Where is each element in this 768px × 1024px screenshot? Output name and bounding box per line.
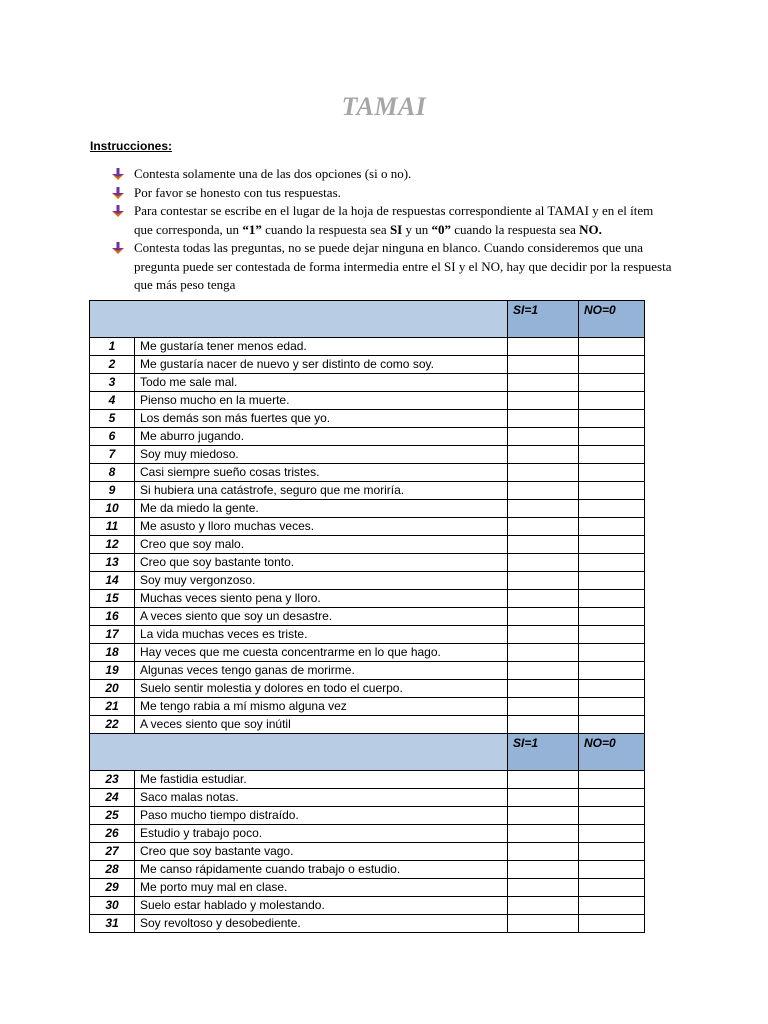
item-number: 13	[90, 554, 135, 572]
item-number: 29	[90, 879, 135, 897]
no-answer-cell[interactable]	[579, 807, 645, 825]
si-answer-cell[interactable]	[508, 897, 579, 915]
si-answer-cell[interactable]	[508, 608, 579, 626]
table-section-header	[90, 734, 645, 771]
item-question: Soy muy vergonzoso.	[135, 572, 508, 590]
si-answer-cell[interactable]	[508, 356, 579, 374]
table-row	[90, 626, 645, 644]
table-row	[90, 446, 645, 464]
no-answer-cell[interactable]	[579, 879, 645, 897]
si-answer-cell[interactable]	[508, 680, 579, 698]
si-answer-cell[interactable]	[508, 428, 579, 446]
item-question: Creo que soy malo.	[135, 536, 508, 554]
item-number: 9	[90, 482, 135, 500]
item-number: 16	[90, 608, 135, 626]
table-row	[90, 698, 645, 716]
item-question: Todo me sale mal.	[135, 374, 508, 392]
item-question: Saco malas notas.	[135, 789, 508, 807]
item-question: Suelo sentir molestia y dolores en todo el cuerpo.	[135, 680, 508, 698]
si-answer-cell[interactable]	[508, 338, 579, 356]
instructions-heading: Instrucciones:	[90, 139, 173, 153]
item-question: Los demás son más fuertes que yo.	[135, 410, 508, 428]
item-number: 1	[90, 338, 135, 356]
item-number: 14	[90, 572, 135, 590]
header-blank-cell	[90, 734, 508, 771]
instruction-item	[112, 184, 672, 203]
item-question: Me da miedo la gente.	[135, 500, 508, 518]
item-question: La vida muchas veces es triste.	[135, 626, 508, 644]
item-number: 27	[90, 843, 135, 861]
no-answer-cell[interactable]	[579, 825, 645, 843]
header-blank-cell	[90, 301, 508, 338]
instruction-item	[112, 202, 672, 239]
no-answer-cell[interactable]	[579, 572, 645, 590]
no-answer-cell[interactable]	[579, 446, 645, 464]
table-row	[90, 879, 645, 897]
table-row	[90, 554, 645, 572]
table-row	[90, 482, 645, 500]
table-row	[90, 410, 645, 428]
table-row	[90, 771, 645, 789]
item-question: Algunas veces tengo ganas de morirme.	[135, 662, 508, 680]
no-answer-cell[interactable]	[579, 662, 645, 680]
table-row	[90, 536, 645, 554]
si-answer-cell[interactable]	[508, 843, 579, 861]
item-question: Estudio y trabajo poco.	[135, 825, 508, 843]
no-answer-cell[interactable]	[579, 644, 645, 662]
si-answer-cell[interactable]	[508, 861, 579, 879]
si-answer-cell[interactable]	[508, 554, 579, 572]
item-number: 3	[90, 374, 135, 392]
table-row	[90, 716, 645, 734]
item-number: 30	[90, 897, 135, 915]
no-answer-cell[interactable]	[579, 410, 645, 428]
si-column-header: SI=1	[508, 734, 579, 771]
no-answer-cell[interactable]	[579, 518, 645, 536]
no-column-header: NO=0	[579, 734, 645, 771]
instruction-item	[112, 165, 672, 184]
item-number: 19	[90, 662, 135, 680]
si-column-header: SI=1	[508, 301, 579, 338]
item-question: Creo que soy bastante tonto.	[135, 554, 508, 572]
table-row	[90, 500, 645, 518]
item-number: 26	[90, 825, 135, 843]
item-question: Soy muy miedoso.	[135, 446, 508, 464]
item-number: 2	[90, 356, 135, 374]
questionnaire-table	[89, 300, 645, 933]
no-answer-cell[interactable]	[579, 428, 645, 446]
document-title: TAMAI	[341, 92, 427, 121]
no-answer-cell[interactable]	[579, 374, 645, 392]
si-answer-cell[interactable]	[508, 716, 579, 734]
table-row	[90, 915, 645, 933]
si-answer-cell[interactable]	[508, 374, 579, 392]
si-answer-cell[interactable]	[508, 789, 579, 807]
table-row	[90, 897, 645, 915]
item-question: Soy revoltoso y desobediente.	[135, 915, 508, 933]
item-number: 10	[90, 500, 135, 518]
item-question: Me porto muy mal en clase.	[135, 879, 508, 897]
table-row	[90, 644, 645, 662]
si-answer-cell[interactable]	[508, 807, 579, 825]
no-answer-cell[interactable]	[579, 843, 645, 861]
no-answer-cell[interactable]	[579, 500, 645, 518]
no-answer-cell[interactable]	[579, 716, 645, 734]
instructions-list	[112, 165, 672, 295]
si-answer-cell[interactable]	[508, 879, 579, 897]
no-answer-cell[interactable]	[579, 680, 645, 698]
no-answer-cell[interactable]	[579, 338, 645, 356]
item-question: Me gustaría tener menos edad.	[135, 338, 508, 356]
si-answer-cell[interactable]	[508, 590, 579, 608]
si-answer-cell[interactable]	[508, 482, 579, 500]
table-row	[90, 662, 645, 680]
item-number: 15	[90, 590, 135, 608]
table-row	[90, 843, 645, 861]
item-number: 21	[90, 698, 135, 716]
si-answer-cell[interactable]	[508, 644, 579, 662]
table-row	[90, 518, 645, 536]
instruction-text: Contesta todas las preguntas, no se puede dejar ninguna en blanco. Cuando consideremos que una pregunta puede ser contestada de forma intermedia entre el SI y el NO, hay que decidir por la respuesta que más peso tenga	[134, 240, 672, 292]
item-number: 24	[90, 789, 135, 807]
table-row	[90, 861, 645, 879]
item-number: 20	[90, 680, 135, 698]
item-question: A veces siento que soy un desastre.	[135, 608, 508, 626]
arrow-down-bullet-icon	[112, 187, 124, 199]
item-number: 28	[90, 861, 135, 879]
no-answer-cell[interactable]	[579, 554, 645, 572]
instruction-text: Contesta solamente una de las dos opciones (si o no).	[134, 166, 412, 181]
item-question: Pienso mucho en la muerte.	[135, 392, 508, 410]
no-answer-cell[interactable]	[579, 915, 645, 933]
no-answer-cell[interactable]	[579, 392, 645, 410]
si-answer-cell[interactable]	[508, 446, 579, 464]
no-answer-cell[interactable]	[579, 861, 645, 879]
no-answer-cell[interactable]	[579, 590, 645, 608]
no-answer-cell[interactable]	[579, 698, 645, 716]
table-row	[90, 680, 645, 698]
table-row	[90, 392, 645, 410]
no-answer-cell[interactable]	[579, 356, 645, 374]
table-row	[90, 807, 645, 825]
item-number: 6	[90, 428, 135, 446]
si-answer-cell[interactable]	[508, 410, 579, 428]
table-row	[90, 572, 645, 590]
si-answer-cell[interactable]	[508, 536, 579, 554]
item-number: 7	[90, 446, 135, 464]
instruction-text: Por favor se honesto con tus respuestas.	[134, 184, 341, 200]
item-question: Muchas veces siento pena y lloro.	[135, 590, 508, 608]
si-answer-cell[interactable]	[508, 572, 579, 590]
si-answer-cell[interactable]	[508, 518, 579, 536]
table-row	[90, 590, 645, 608]
table-row	[90, 464, 645, 482]
item-question: Me canso rápidamente cuando trabajo o estudio.	[135, 861, 508, 879]
item-number: 12	[90, 536, 135, 554]
si-answer-cell[interactable]	[508, 626, 579, 644]
no-answer-cell[interactable]	[579, 464, 645, 482]
si-answer-cell[interactable]	[508, 771, 579, 789]
table-row	[90, 789, 645, 807]
item-number: 25	[90, 807, 135, 825]
si-answer-cell[interactable]	[508, 662, 579, 680]
item-question: Me asusto y lloro muchas veces.	[135, 518, 508, 536]
table-row	[90, 428, 645, 446]
table-row	[90, 374, 645, 392]
item-question: Paso mucho tiempo distraído.	[135, 807, 508, 825]
table-row	[90, 825, 645, 843]
instruction-text: Para contestar se escribe en el lugar de la hoja de respuestas correspondiente al TAMAI y en el ítem que corresponda, un “1” cuando la respuesta sea SI y un “0” cuando la respuesta sea NO.	[134, 203, 654, 237]
no-answer-cell[interactable]	[579, 536, 645, 554]
table-row	[90, 338, 645, 356]
item-question: Me aburro jugando.	[135, 428, 508, 446]
si-answer-cell[interactable]	[508, 464, 579, 482]
item-question: A veces siento que soy inútil	[135, 716, 508, 734]
no-answer-cell[interactable]	[579, 789, 645, 807]
item-number: 17	[90, 626, 135, 644]
item-question: Hay veces que me cuesta concentrarme en lo que hago.	[135, 644, 508, 662]
item-question: Casi siempre sueño cosas tristes.	[135, 464, 508, 482]
no-answer-cell[interactable]	[579, 626, 645, 644]
item-number: 11	[90, 518, 135, 536]
item-question: Si hubiera una catástrofe, seguro que me moriría.	[135, 482, 508, 500]
item-number: 23	[90, 771, 135, 789]
no-answer-cell[interactable]	[579, 482, 645, 500]
item-question: Creo que soy bastante vago.	[135, 843, 508, 861]
table-row	[90, 608, 645, 626]
no-column-header: NO=0	[579, 301, 645, 338]
item-number: 31	[90, 915, 135, 933]
item-question: Me gustaría nacer de nuevo y ser distinto de como soy.	[135, 356, 508, 374]
no-answer-cell[interactable]	[579, 608, 645, 626]
si-answer-cell[interactable]	[508, 915, 579, 933]
item-question: Suelo estar hablado y molestando.	[135, 897, 508, 915]
item-number: 8	[90, 464, 135, 482]
si-answer-cell[interactable]	[508, 392, 579, 410]
item-question: Me fastidia estudiar.	[135, 771, 508, 789]
si-answer-cell[interactable]	[508, 825, 579, 843]
item-number: 22	[90, 716, 135, 734]
item-question: Me tengo rabia a mí mismo alguna vez	[135, 698, 508, 716]
item-number: 18	[90, 644, 135, 662]
item-number: 4	[90, 392, 135, 410]
instruction-item	[112, 239, 672, 295]
table-section-header	[90, 301, 645, 338]
table-row	[90, 356, 645, 374]
arrow-down-bullet-icon	[112, 205, 124, 217]
arrow-down-bullet-icon	[112, 168, 124, 180]
no-answer-cell[interactable]	[579, 897, 645, 915]
si-answer-cell[interactable]	[508, 500, 579, 518]
no-answer-cell[interactable]	[579, 771, 645, 789]
arrow-down-bullet-icon	[112, 242, 124, 254]
item-number: 5	[90, 410, 135, 428]
si-answer-cell[interactable]	[508, 698, 579, 716]
